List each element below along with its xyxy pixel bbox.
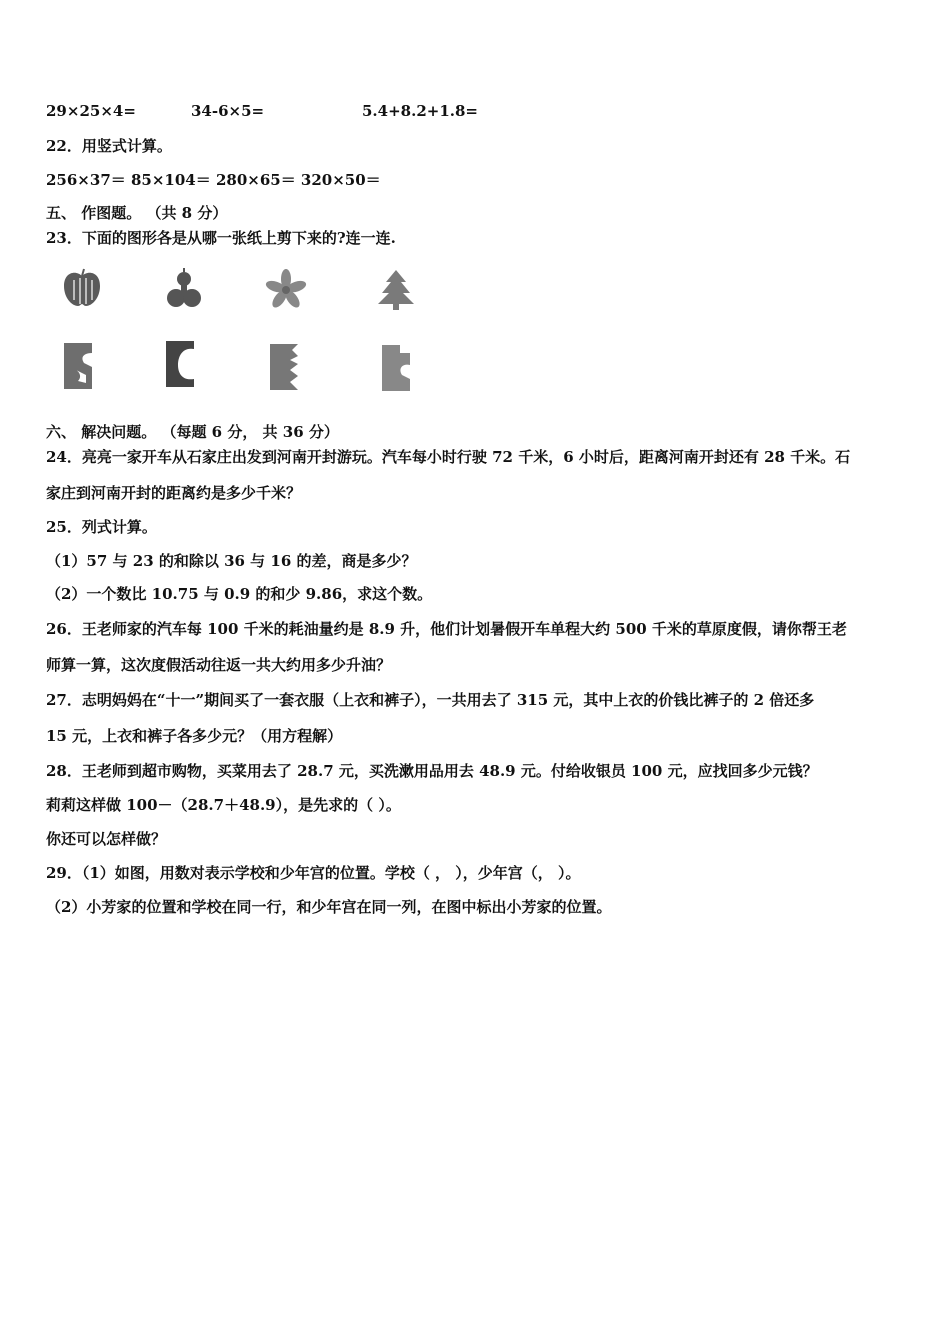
q26-line2: 师算一算，这次度假活动往返一共大约用多少升油？ xyxy=(46,656,392,674)
q25-sub2: （2）一个数比 10.75 与 0.9 的和少 9.86，求这个数。 xyxy=(46,585,433,603)
section6-title: 六、 解决问题。 （每题 6 分， 共 36 分） xyxy=(46,423,339,441)
q26-line1: 26．王老师家的汽车每 100 千米的耗油量约是 8.9 升，他们计划暑假开车单程大约 500 千米的草原度假，请你帮王老 xyxy=(46,620,847,638)
apple-icon xyxy=(60,266,104,310)
q22-items: 256×37＝ 85×104＝ 280×65＝ 320×50＝ xyxy=(46,171,381,189)
q27-line1: 27．志明妈妈在“十一”期间买了一套衣服（上衣和裤子），一共用去了 315 元，其中上衣的价钱比裤子的 2 倍还多 xyxy=(46,691,815,709)
q25-sub1: （1）57 与 23 的和除以 36 与 16 的差，商是多少？ xyxy=(46,552,417,570)
gourd-icon xyxy=(162,266,206,310)
q28-line1: 28．王老师到超市购物，买菜用去了 28.7 元，买洗漱用品用去 48.9 元。付给收银员 100 元，应找回多少元钱？ xyxy=(46,762,818,780)
q24-line1: 24．亮亮一家开车从石家庄出发到河南开封游玩。汽车每小时行驶 72 千米，6 小时后，距离河南开封还有 28 千米。石 xyxy=(46,448,851,466)
q28-line3: 你还可以怎样做？ xyxy=(46,830,167,848)
q29-line1: 29．（1）如图，用数对表示学校和少年宫的位置。学校（ ， ），少年宫（， ）。 xyxy=(46,864,581,882)
q29-line2: （2）小芳家的位置和学校在同一行，和少年宫在同一列，在图中标出小芳家的位置。 xyxy=(46,898,612,916)
tree-icon xyxy=(374,268,418,312)
flower-icon xyxy=(264,268,308,312)
q27-line2: 15 元，上衣和裤子各多少元？（用方程解） xyxy=(46,727,343,745)
paper-piece-1-icon xyxy=(62,341,94,391)
expression-2: 34-6×5= xyxy=(191,102,265,120)
expression-3: 5.4+8.2+1.8= xyxy=(362,102,478,120)
q23-title: 23．下面的图形各是从哪一张纸上剪下来的?连一连. xyxy=(46,229,396,247)
q25-title: 25．列式计算。 xyxy=(46,518,157,536)
paper-piece-2-icon xyxy=(164,339,196,389)
expression-1: 29×25×4= xyxy=(46,102,136,120)
paper-piece-3-icon xyxy=(268,342,300,392)
q22-title: 22．用竖式计算。 xyxy=(46,137,172,155)
q28-line2: 莉莉这样做 100－（28.7＋48.9），是先求的（ ）。 xyxy=(46,796,401,814)
q24-line2: 家庄到河南开封的距离约是多少千米？ xyxy=(46,484,302,502)
section5-title: 五、 作图题。 （共 8 分） xyxy=(46,204,228,222)
paper-piece-4-icon xyxy=(380,343,412,393)
